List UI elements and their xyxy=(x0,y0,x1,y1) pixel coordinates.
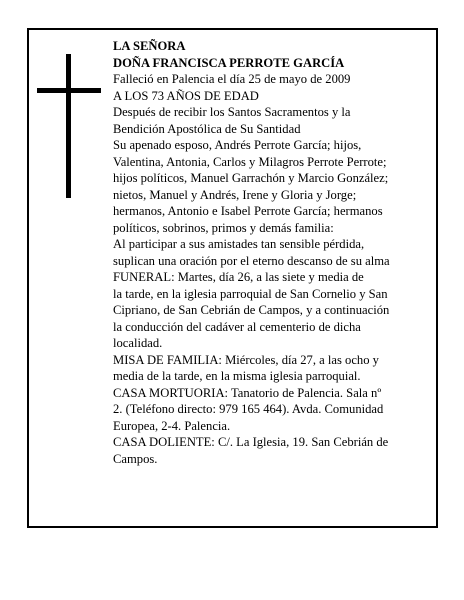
text-line: Cipriano, de San Cebrián de Campos, y a continuación xyxy=(113,303,390,317)
text-line: MISA DE FAMILIA: Miércoles, día 27, a las ocho y xyxy=(113,352,379,367)
text-line: políticos, sobrinos, primos y demás familia: xyxy=(113,220,334,235)
text-line: Después de recibir los Santos Sacramentos y la xyxy=(113,105,351,119)
text-line: Al participar a sus amistades tan sensible pérdida, xyxy=(113,237,365,251)
text-line: Falleció en Palencia el día 25 de mayo de 2009 xyxy=(113,72,351,86)
text-line: Campos. xyxy=(113,451,158,466)
text-line: Europea, 2-4. Palencia. xyxy=(113,418,231,433)
cross-horizontal-bar xyxy=(37,88,101,93)
text-line: A LOS 73 AÑOS DE EDAD xyxy=(113,88,259,103)
text-line: CASA MORTUORIA: Tanatorio de Palencia. Sala nº xyxy=(113,385,382,400)
text-line: Bendición Apostólica de Su Santidad xyxy=(113,121,301,136)
text-line: FUNERAL: Martes, día 26, a las siete y media de xyxy=(113,270,364,284)
obituary-text xyxy=(113,38,423,467)
cross-vertical-bar xyxy=(66,54,71,198)
text-line: CASA DOLIENTE: C/. La Iglesia, 19. San Cebrián de xyxy=(113,435,389,449)
text-line: nietos, Manuel y Andrés, Irene y Gloria y Jorge; xyxy=(113,187,357,202)
text-line: Su apenado esposo, Andrés Perrote García; hijos, xyxy=(113,138,362,152)
text-line: hermanos, Antonio e Isabel Perrote García; hermanos xyxy=(113,204,383,218)
deceased-honorific: LA SEÑORA xyxy=(113,39,186,53)
cross-icon xyxy=(37,54,101,198)
text-line: Valentina, Antonia, Carlos y Milagros Perrote Perrote; xyxy=(113,154,387,169)
text-line: media de la tarde, en la misma iglesia parroquial. xyxy=(113,369,361,383)
text-line: la conducción del cadáver al cementerio de dicha xyxy=(113,319,361,334)
text-line: localidad. xyxy=(113,336,163,350)
text-line: 2. (Teléfono directo: 979 165 464). Avda. Comunidad xyxy=(113,402,384,416)
text-line: hijos políticos, Manuel Garrachón y Marcio González; xyxy=(113,171,389,185)
text-line: suplican una oración por el eterno descanso de su alma xyxy=(113,253,390,268)
deceased-name: DOÑA FRANCISCA PERROTE GARCÍA xyxy=(113,55,345,70)
text-line: la tarde, en la iglesia parroquial de San Cornelio y San xyxy=(113,286,388,301)
